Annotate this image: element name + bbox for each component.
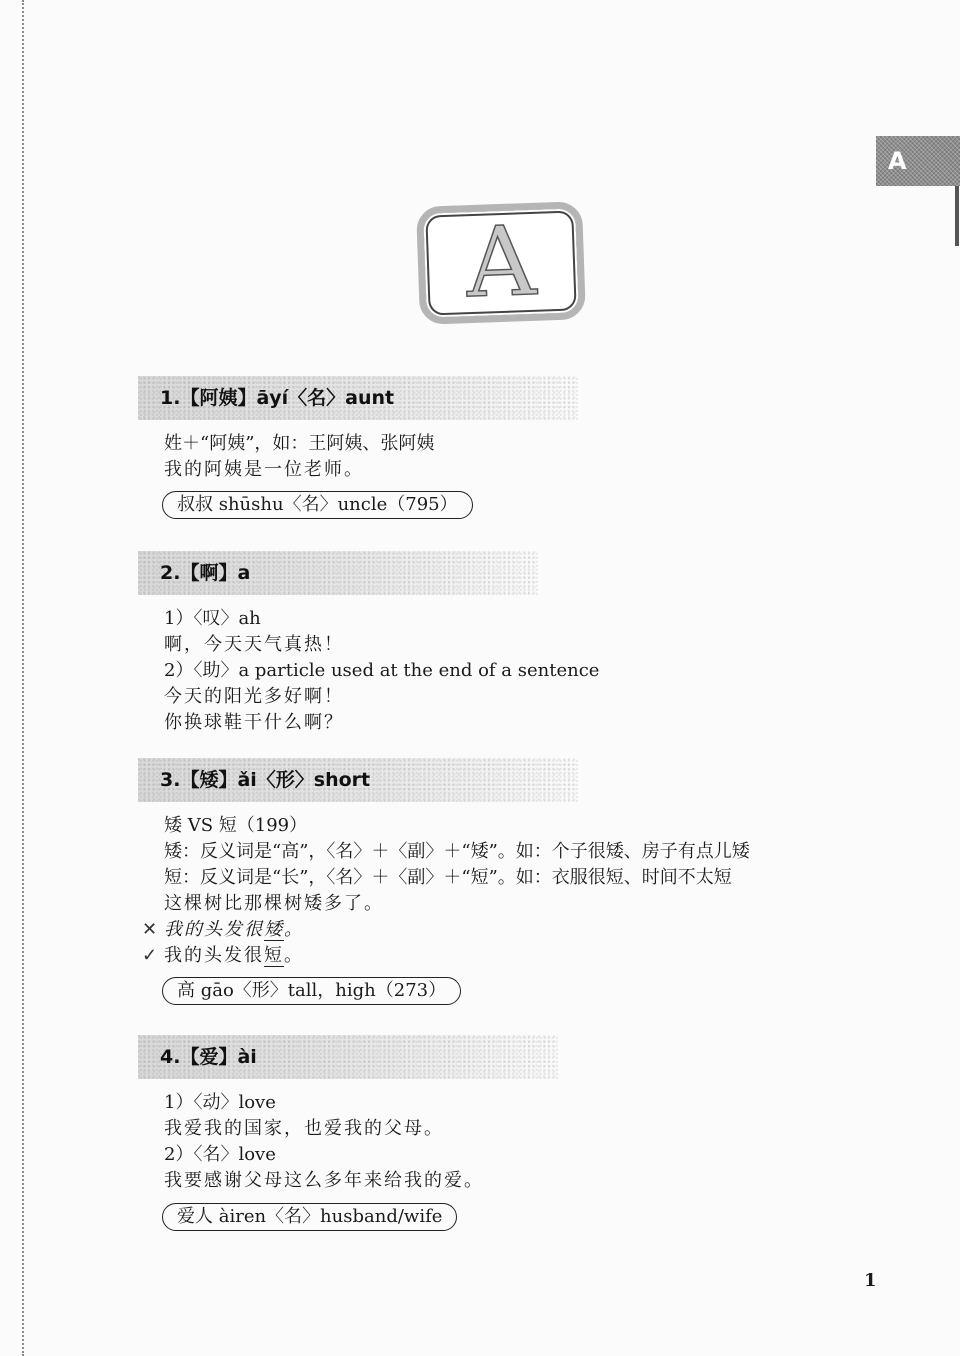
thumb-index-tab <box>876 136 960 186</box>
entry-heading-4: 4.【爱】ài <box>138 1035 558 1079</box>
section-letter: A <box>464 204 538 320</box>
right-example-word: 短 <box>264 945 284 966</box>
wrong-example-prefix: 我的头发很 <box>164 919 264 940</box>
entry-heading-1: 1.【阿姨】āyí〈名〉aunt <box>138 376 578 420</box>
entry-2-line-3: 2）〈助〉a particle used at the end of a sentence <box>164 660 600 681</box>
entry-2-line-1: 1）〈叹〉ah <box>164 608 261 629</box>
entry-2-line-4: 今天的阳光多好啊！ <box>164 686 344 707</box>
binding-edge <box>22 0 24 1356</box>
right-example-suffix: 。 <box>284 945 304 966</box>
entry-heading-2: 2.【啊】a <box>138 551 538 595</box>
thumb-tab-edge <box>955 186 959 246</box>
check-mark-icon: ✓ <box>142 945 158 966</box>
entry-3-line-1: 矮 VS 短（199） <box>164 815 308 836</box>
entry-4-line-3: 2）〈名〉love <box>164 1144 276 1165</box>
entry-4-line-2: 我爱我的国家，也爱我的父母。 <box>164 1118 444 1139</box>
wrong-example-word: 矮 <box>264 919 284 940</box>
thumb-tab-letter: A <box>888 147 907 175</box>
entry-2-line-5: 你换球鞋干什么啊？ <box>164 712 344 733</box>
wrong-example <box>164 917 304 943</box>
entry-4-line-1: 1）〈动〉love <box>164 1092 276 1113</box>
section-letter-badge <box>416 201 586 325</box>
right-example-prefix: 我的头发很 <box>164 945 264 966</box>
entry-heading-3: 3.【矮】ǎi〈形〉short <box>138 758 578 802</box>
entry-3-line-3: 短：反义词是“长”，〈名〉＋〈副〉＋“短”。如：衣服很短、时间不太短 <box>164 867 732 888</box>
entry-1-line-1: 姓＋“阿姨”，如：王阿姨、张阿姨 <box>164 433 435 454</box>
related-word-box-4: 爱人 àiren〈名〉husband/wife <box>162 1203 457 1231</box>
entry-1-line-2: 我的阿姨是一位老师。 <box>164 459 364 480</box>
related-word-box-3: 高 gāo〈形〉tall，high（273） <box>162 977 461 1005</box>
entry-3-line-2: 矮：反义词是“高”，〈名〉＋〈副〉＋“矮”。如：个子很矮、房子有点儿矮 <box>164 841 750 862</box>
entry-2-line-2: 啊，今天天气真热！ <box>164 634 344 655</box>
related-word-box-1: 叔叔 shūshu〈名〉uncle（795） <box>162 491 473 519</box>
cross-mark-icon: ✕ <box>142 919 158 940</box>
right-example <box>164 943 304 969</box>
wrong-example-suffix: 。 <box>284 919 304 940</box>
entry-4-line-4: 我要感谢父母这么多年来给我的爱。 <box>164 1170 484 1191</box>
page-number: 1 <box>864 1270 877 1291</box>
entry-3-line-4: 这棵树比那棵树矮多了。 <box>164 893 384 914</box>
